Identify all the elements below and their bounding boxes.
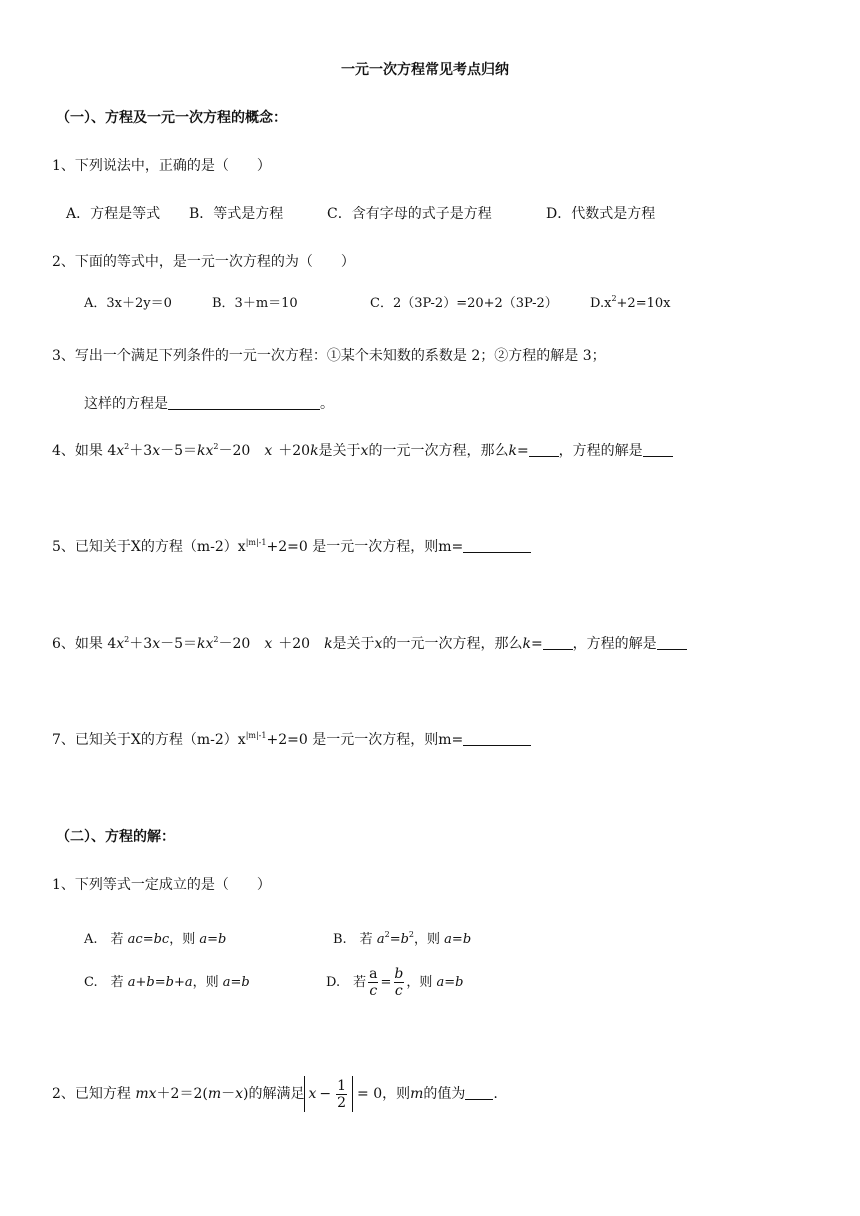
s1-q3-line2 — [84, 394, 334, 414]
s2-q1-c-expr: a+b=b+a — [127, 975, 193, 990]
equals-sign: = — [380, 975, 392, 990]
s2-q2-var: x — [235, 1086, 244, 1102]
s2-q2-text: ，则 — [382, 1086, 411, 1102]
fraction-one-half — [336, 1079, 347, 1110]
s1-q4-text: 是关于 — [318, 443, 361, 459]
s1-q4-text: －5＝ — [160, 443, 198, 459]
s1-q4-solution-blank[interactable] — [643, 442, 673, 457]
abs-var: x — [308, 1086, 317, 1102]
s1-q4-text: 的一元一次方程，那么 — [368, 443, 509, 459]
s2-q1-stem: 1、下列等式一定成立的是（ ） — [52, 877, 271, 893]
s1-q2-d-sup: 2 — [611, 294, 617, 303]
s2-q1-b-text: = — [389, 932, 401, 947]
s2-q1-a-text: A. 若 — [84, 932, 124, 947]
s1-q3-prompt: 这样的方程是 — [84, 396, 168, 412]
s2-q1-option-c — [84, 973, 250, 993]
s1-q7-answer-blank[interactable] — [463, 731, 531, 746]
fraction-b-over-c — [393, 967, 404, 998]
s1-q6-var: x — [374, 636, 383, 652]
s1-q6-var: kx — [197, 636, 214, 652]
s1-q3-stem: 3、写出一个满足下列条件的一元一次方程：①某个未知数的系数是 2；②方程的解是 3； — [52, 348, 606, 364]
s1-q1-option-b: B．等式是方程 — [189, 206, 284, 222]
s1-q5-line — [52, 537, 531, 557]
s1-q6-solution-blank[interactable] — [657, 635, 687, 650]
s1-q6-text: －5＝ — [160, 636, 198, 652]
minus-sign: − — [319, 1086, 332, 1102]
s1-q6-text: ，方程的解是 — [572, 636, 657, 652]
s1-q3-answer-blank[interactable] — [168, 395, 320, 410]
s1-q6-var: x — [116, 636, 125, 652]
s1-q4-var: x — [152, 443, 161, 459]
s2-q1-b-text: ，则 — [414, 932, 441, 947]
fraction-denominator: 2 — [337, 1094, 347, 1111]
s1-q4-k-blank[interactable] — [529, 442, 559, 457]
s1-q6-text: ＋3 — [129, 636, 153, 652]
s1-q4-line — [52, 441, 673, 461]
s2-q1-c-text: ，则 — [192, 975, 219, 990]
s1-q3-end: 。 — [320, 396, 334, 412]
s2-q2-text: ＋2＝2( — [156, 1086, 208, 1102]
s1-q5-answer-blank[interactable] — [463, 538, 531, 553]
section-1-heading: （一）、方程及一元一次方程的概念： — [56, 110, 287, 126]
s1-q4-var: x — [116, 443, 125, 459]
document-title: 一元一次方程常见考点归纳 — [341, 62, 509, 78]
s2-q1-b-expr: a=b — [444, 932, 472, 947]
s2-q1-d-text: ，则 — [406, 975, 433, 990]
s1-q4-sup: 2 — [213, 442, 219, 451]
absolute-value-expression — [304, 1076, 353, 1112]
s1-q1-option-d: D．代数式是方程 — [546, 206, 656, 222]
s1-q2-option-b: B．3＋m＝10 — [212, 296, 298, 311]
s2-q1-c-text: C. 若 — [84, 975, 124, 990]
s1-q4-text: ＋20 — [278, 443, 311, 459]
s1-q2-option-d — [590, 294, 670, 314]
s1-q5-sup: |m|-1 — [245, 538, 267, 547]
s1-q4-text: ，方程的解是 — [558, 443, 643, 459]
s1-q4-var: k — [310, 443, 319, 459]
s2-q1-b-text: B. 若 — [333, 932, 373, 947]
fraction-denominator: c — [394, 983, 403, 999]
s1-q2-d-prefix: D. — [590, 296, 605, 311]
s1-q2-d-base: x — [604, 296, 612, 311]
s2-q1-option-b — [333, 930, 471, 950]
s2-q1-c-expr: a=b — [222, 975, 250, 990]
s1-q2-option-c: C．2（3P-2）=20+2（3P-2） — [370, 296, 558, 311]
s2-q2-var: m — [207, 1086, 222, 1102]
s1-q6-sup: 2 — [213, 635, 219, 644]
s1-q6-line — [52, 634, 687, 654]
s1-q4-var: k — [508, 443, 517, 459]
s2-q1-a-expr: a=b — [199, 932, 227, 947]
s2-q2-text: 的值为 — [423, 1086, 466, 1102]
s2-q1-b-expr: a — [376, 932, 385, 947]
s1-q4-sup: 2 — [124, 442, 130, 451]
s2-q1-d-text: D. 若 — [326, 975, 367, 990]
s1-q2-option-a: A．3x＋2y＝0 — [84, 296, 172, 311]
s2-q1-option-d — [326, 962, 463, 1004]
s1-q6-text: 是关于 — [332, 636, 375, 652]
s1-q4-text: ＋3 — [129, 443, 153, 459]
s1-q6-text: 的一元一次方程，那么 — [382, 636, 523, 652]
s1-q2-stem: 2、下面的等式中，是一元一次方程的为（ ） — [52, 254, 355, 270]
s1-q4-var: kx — [197, 443, 214, 459]
s1-q1-stem: 1、下列说法中，正确的是（ ） — [52, 158, 271, 174]
s2-q1-b-sup: 2 — [384, 930, 390, 939]
s2-q2-text: － — [221, 1086, 236, 1102]
s2-q1-a-expr: ac=bc — [127, 932, 170, 947]
s2-q1-d-expr: a=b — [436, 975, 464, 990]
s2-q1-b-expr: b — [400, 932, 409, 947]
section-2-heading: （二）、方程的解： — [56, 829, 175, 845]
s1-q6-var: x — [264, 636, 273, 652]
s2-q2-answer-blank[interactable] — [465, 1085, 493, 1100]
s1-q6-var: k — [324, 636, 333, 652]
s1-q4-var: x — [360, 443, 369, 459]
s1-q2-d-rest: +2=10x — [616, 296, 671, 311]
s1-q4-text: －20 — [218, 443, 265, 459]
s1-q5-text: 5、已知关于X的方程（m-2）x — [52, 539, 246, 555]
s1-q6-text: = — [530, 636, 543, 652]
s1-q4-text: 4、如果 4 — [52, 443, 117, 459]
s2-q2-text: = 0 — [357, 1086, 383, 1102]
s1-q6-k-blank[interactable] — [543, 635, 573, 650]
s2-q2-line — [52, 1072, 498, 1116]
s1-q4-text: = — [516, 443, 529, 459]
s1-q1-option-c: C．含有字母的式子是方程 — [327, 206, 492, 222]
s1-q6-text: －20 — [218, 636, 265, 652]
s1-q6-var: k — [522, 636, 531, 652]
fraction-denominator: c — [369, 983, 378, 999]
s2-q2-text: 2、已知方程 — [52, 1086, 131, 1102]
fraction-a-over-c — [368, 967, 378, 998]
s1-q6-sup: 2 — [124, 635, 130, 644]
s2-q2-var: mx — [135, 1086, 157, 1102]
fraction-numerator: a — [369, 966, 378, 982]
s2-q2-text: . — [493, 1086, 498, 1102]
s1-q7-sup: |m|-1 — [245, 731, 267, 740]
s1-q7-text: +2=0 是一元一次方程，则m= — [266, 732, 464, 748]
s2-q2-var: m — [410, 1086, 424, 1102]
s1-q7-text: 7、已知关于X的方程（m-2）x — [52, 732, 246, 748]
s1-q6-text: 6、如果 4 — [52, 636, 117, 652]
s1-q6-var: x — [152, 636, 161, 652]
s1-q7-line — [52, 730, 531, 750]
s1-q5-text: +2=0 是一元一次方程，则m= — [266, 539, 464, 555]
s1-q4-var: x — [264, 443, 273, 459]
s2-q1-b-sup: 2 — [408, 930, 415, 939]
s2-q2-text: )的解满足 — [243, 1086, 305, 1102]
s2-q1-a-text: ，则 — [169, 932, 196, 947]
fraction-numerator: 1 — [337, 1077, 347, 1094]
fraction-numerator: b — [394, 966, 404, 982]
s1-q1-option-a: A．方程是等式 — [66, 206, 161, 222]
s2-q1-option-a — [84, 930, 226, 950]
s1-q6-text: ＋20 — [278, 636, 325, 652]
